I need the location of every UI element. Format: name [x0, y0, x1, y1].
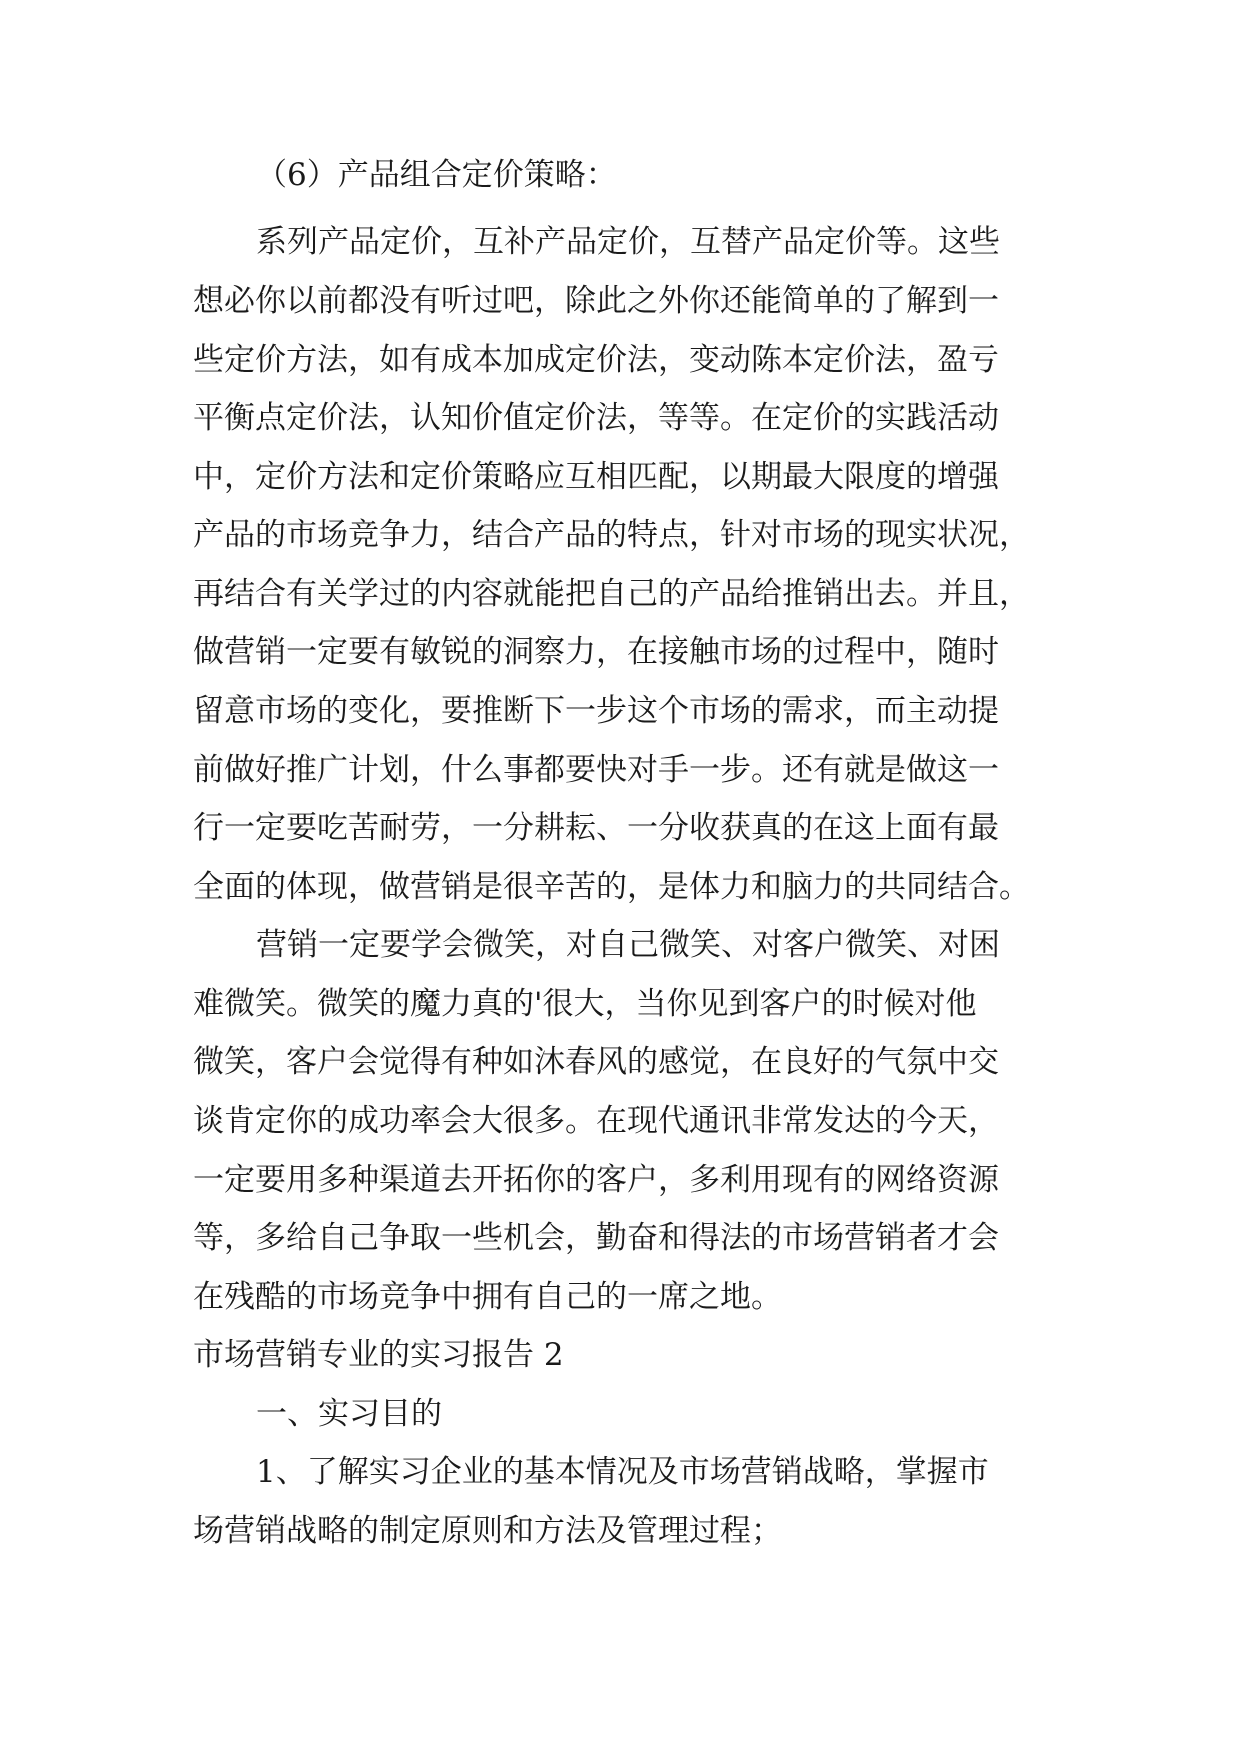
paragraph-heading-pricing-strategy: （6）产品组合定价策略： [256, 157, 617, 193]
body-text-line: 前做好推广计划，什么事都要快对手一步。还有就是做这一 [193, 752, 999, 788]
body-text-line: 想必你以前都没有听过吧，除此之外你还能简单的了解到一 [193, 283, 999, 319]
body-text-line: 做营销一定要有敏锐的洞察力，在接触市场的过程中，随时 [193, 634, 999, 670]
body-text-line: 留意市场的变化，要推断下一步这个市场的需求，而主动提 [193, 693, 999, 729]
body-text-line: 行一定要吃苦耐劳，一分耕耘、一分收获真的在这上面有最 [193, 810, 999, 846]
body-text-line: 系列产品定价，互补产品定价，互替产品定价等。这些 [256, 224, 1000, 260]
body-text-line: 平衡点定价法，认知价值定价法，等等。在定价的实践活动 [193, 400, 999, 436]
body-text-line: 等，多给自己争取一些机会，勤奋和得法的市场营销者才会 [193, 1220, 999, 1256]
list-item-text: 场营销战略的制定原则和方法及管理过程； [193, 1513, 782, 1549]
section-title: 市场营销专业的实习报告 2 [193, 1337, 564, 1373]
body-text-line: 再结合有关学过的内容就能把自己的产品给推销出去。并且， [193, 576, 1030, 612]
body-text-line: 产品的市场竞争力，结合产品的特点，针对市场的现实状况， [193, 517, 1030, 553]
body-text-line: 在残酷的市场竞争中拥有自己的一席之地。 [193, 1279, 782, 1315]
body-text-line: 全面的体现，做营销是很辛苦的，是体力和脑力的共同结合。 [193, 869, 1030, 905]
body-text-line: 中，定价方法和定价策略应互相匹配，以期最大限度的增强 [193, 459, 999, 495]
body-text-line: 营销一定要学会微笑，对自己微笑、对客户微笑、对困 [256, 927, 1000, 963]
body-text-line: 难微笑。微笑的魔力真的'很大，当你见到客户的时候对他 [193, 986, 977, 1022]
body-text-line: 谈肯定你的成功率会大很多。在现代通讯非常发达的今天， [193, 1103, 999, 1139]
body-text-line: 些定价方法，如有成本加成定价法，变动陈本定价法，盈亏 [193, 342, 999, 378]
body-text-line: 微笑，客户会觉得有种如沐春风的感觉，在良好的气氛中交 [193, 1044, 999, 1080]
list-item-text: 1、了解实习企业的基本情况及市场营销战略，掌握市 [256, 1454, 989, 1490]
body-text-line: 一定要用多种渠道去开拓你的客户，多利用现有的网络资源 [193, 1162, 999, 1198]
subsection-heading: 一、实习目的 [256, 1396, 442, 1432]
